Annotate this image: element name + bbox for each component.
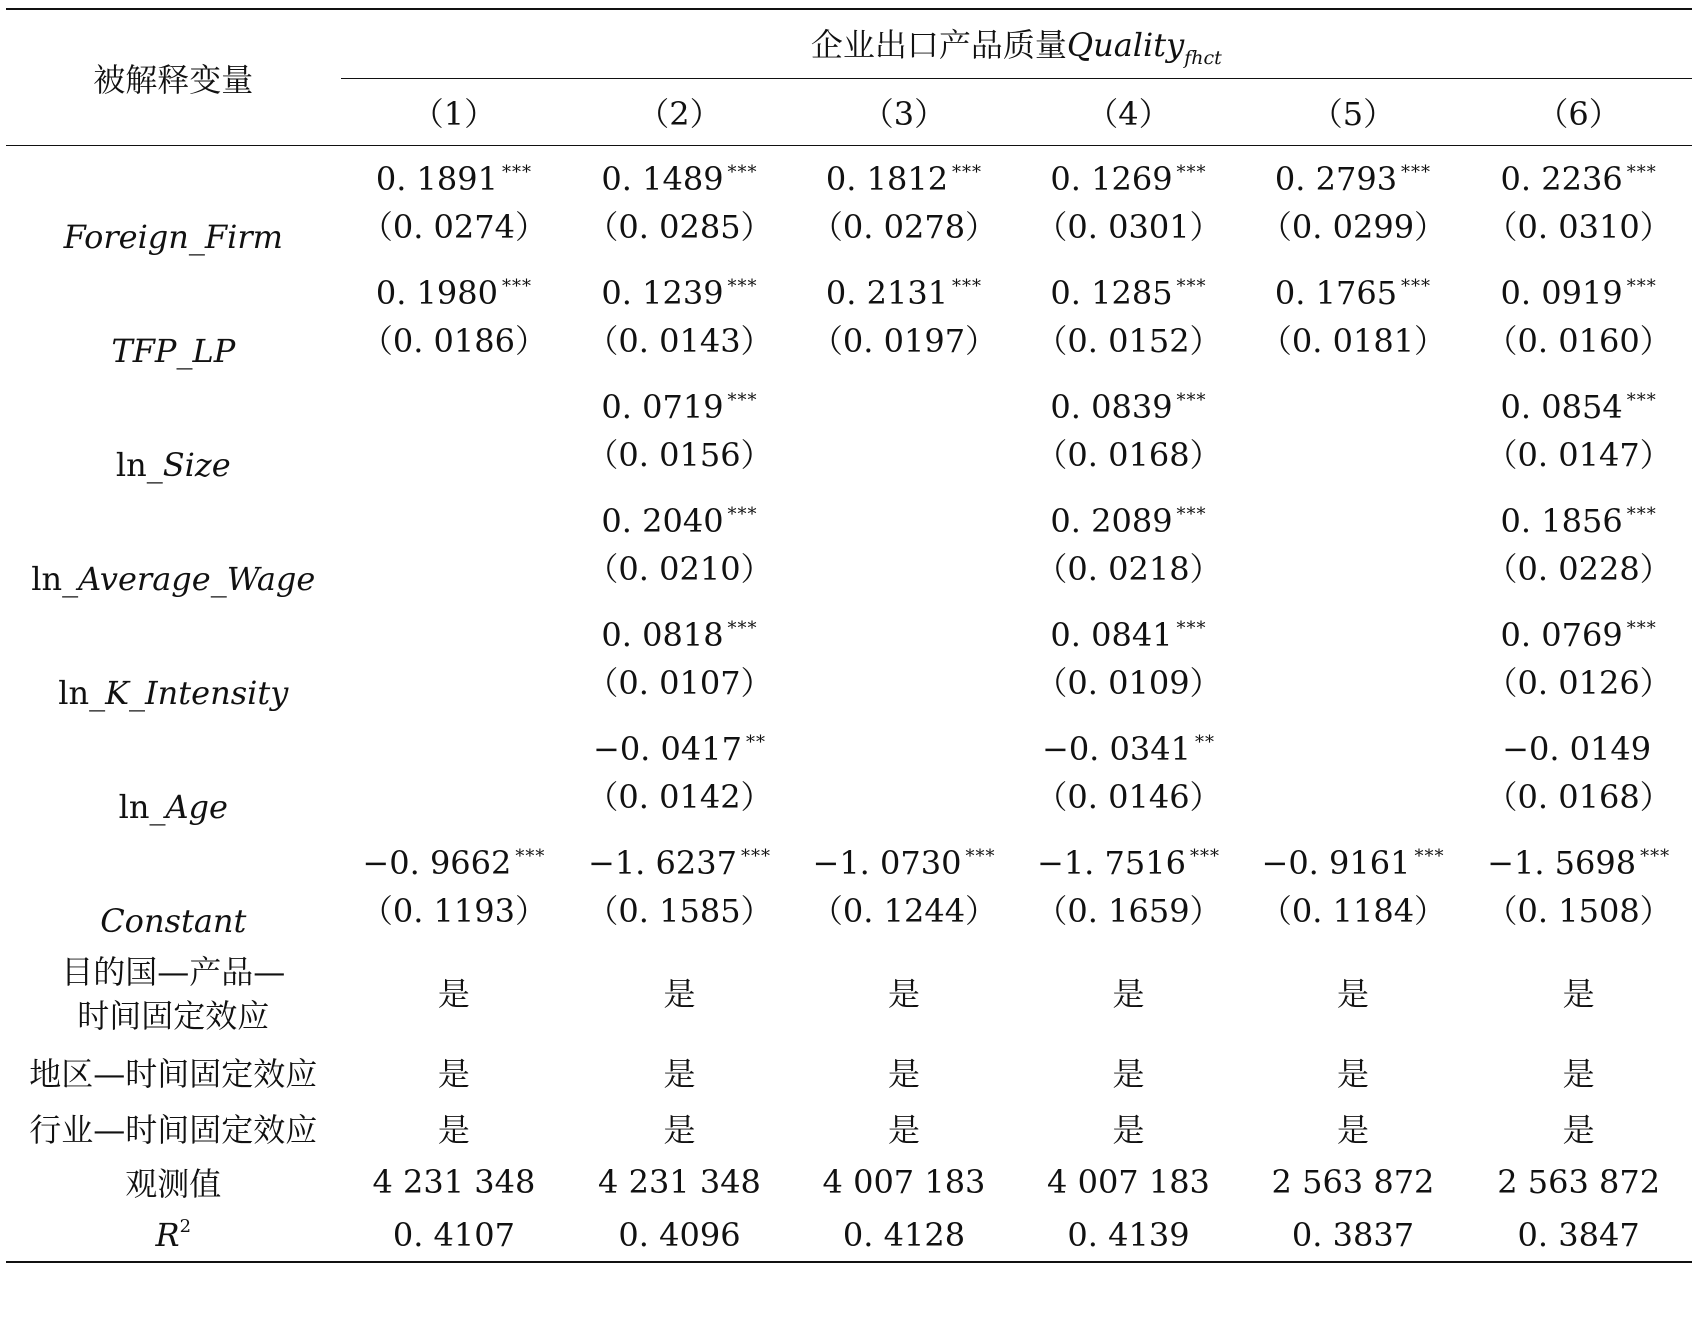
- coef-cell: 0. 1891 ***: [375, 159, 532, 198]
- column-header: （2）: [637, 95, 722, 133]
- r2-cell: 0. 4128: [842, 1215, 966, 1254]
- se-cell: （0. 0218）: [1035, 549, 1222, 588]
- group-title-var: Quality: [1066, 25, 1185, 64]
- se-cell: [792, 544, 1017, 602]
- coef-cell: −0. 0149: [1502, 729, 1652, 768]
- fe-label: 地区—时间固定效应: [29, 1054, 318, 1093]
- fe-row-region-time: [6, 1044, 1692, 1100]
- coef-cell: [1241, 716, 1466, 772]
- coef-cell: 0. 2131 ***: [825, 273, 983, 312]
- r2-cell: 0. 4096: [618, 1215, 741, 1254]
- coef-cell: −1. 6237 ***: [588, 843, 771, 882]
- se-cell: （0. 0109）: [1035, 663, 1222, 702]
- fe-row-industry-time: [6, 1100, 1692, 1156]
- se-cell: （0. 1193）: [360, 891, 547, 930]
- se-cell: （0. 0168）: [1485, 777, 1672, 816]
- se-cell: [341, 430, 568, 488]
- obs-cell: 2 563 872: [1271, 1163, 1435, 1201]
- coef-cell: 0. 0769 ***: [1500, 615, 1657, 654]
- se-cell: [341, 544, 568, 602]
- var-label-kint: ln_K_Intensity: [58, 673, 289, 712]
- coef-cell: −1. 7516 ***: [1037, 843, 1220, 882]
- r2-cell: 0. 4139: [1067, 1215, 1190, 1254]
- coef-cell: [792, 374, 1017, 430]
- coef-cell: [1241, 374, 1466, 430]
- fe-cell: 是: [887, 974, 920, 1013]
- var-label-age: ln_Age: [118, 787, 228, 826]
- coef-row-wage: [6, 488, 1692, 544]
- var-label-foreign: Foreign_Firm: [63, 217, 283, 256]
- se-cell: [341, 772, 568, 830]
- se-cell: （0. 0160）: [1485, 321, 1672, 360]
- se-cell: （0. 0143）: [586, 321, 773, 360]
- coef-cell: [341, 488, 568, 544]
- se-cell: （0. 0156）: [586, 435, 773, 474]
- r2-cell: 0. 3847: [1517, 1215, 1640, 1254]
- coef-row-kint: [6, 602, 1692, 658]
- fe-row-dest-product-time: [6, 944, 1692, 1044]
- group-title: [341, 9, 1692, 79]
- coef-cell: 0. 2793 ***: [1274, 159, 1432, 198]
- coef-row-tfp: [6, 260, 1692, 316]
- coef-cell: [341, 602, 568, 658]
- fe-cell: 是: [663, 1110, 696, 1149]
- se-cell: （0. 0107）: [586, 663, 773, 702]
- coef-cell: −0. 9662 ***: [362, 843, 546, 882]
- coef-cell: 0. 0919 ***: [1500, 273, 1657, 312]
- se-cell: [1241, 658, 1466, 716]
- fe-cell: 是: [437, 1054, 470, 1093]
- fe-label: 行业—时间固定效应: [29, 1110, 318, 1149]
- r2-cell: 0. 4107: [392, 1215, 515, 1254]
- dep-var-label: 被解释变量: [6, 9, 341, 146]
- coef-cell: −1. 0730 ***: [812, 843, 996, 882]
- se-cell: （0. 0299）: [1259, 207, 1447, 246]
- obs-cell: 4 231 348: [598, 1163, 761, 1201]
- fe-cell: 是: [1112, 1110, 1145, 1149]
- coef-cell: 0. 2089 ***: [1050, 501, 1207, 540]
- coef-cell: [1241, 488, 1466, 544]
- se-cell: （0. 1508）: [1485, 891, 1672, 930]
- coef-cell: 0. 0719 ***: [601, 387, 758, 426]
- coef-cell: 0. 1239 ***: [601, 273, 758, 312]
- coef-row-age: [6, 716, 1692, 772]
- fe-cell: 是: [437, 974, 470, 1013]
- fe-cell: 是: [1336, 974, 1369, 1013]
- se-cell: （0. 0146）: [1035, 777, 1222, 816]
- fe-cell: 是: [663, 1054, 696, 1093]
- se-cell: （0. 0278）: [810, 207, 998, 246]
- coef-cell: 0. 0854 ***: [1500, 387, 1657, 426]
- se-cell: （0. 0168）: [1035, 435, 1222, 474]
- var-label-size: ln_Size: [115, 445, 231, 484]
- coef-cell: [792, 488, 1017, 544]
- fe-cell: 是: [1336, 1110, 1369, 1149]
- se-cell: （0. 0274）: [360, 207, 547, 246]
- se-cell: （0. 0147）: [1485, 435, 1672, 474]
- fe-label: 目的国—产品— 时间固定效应: [61, 952, 286, 1035]
- se-cell: （0. 0152）: [1035, 321, 1222, 360]
- column-header: （5）: [1310, 95, 1396, 133]
- se-cell: （0. 0210）: [586, 549, 773, 588]
- coef-cell: 0. 0841 ***: [1050, 615, 1207, 654]
- coef-cell: −1. 5698 ***: [1487, 843, 1671, 882]
- coef-row-foreign: [6, 146, 1692, 202]
- se-cell: （0. 0142）: [586, 777, 773, 816]
- group-title-text: 企业出口产品质量: [810, 25, 1067, 64]
- coef-cell: 0. 1765 ***: [1274, 273, 1432, 312]
- se-cell: （0. 0228）: [1485, 549, 1672, 588]
- coef-cell: 0. 0818 ***: [601, 615, 758, 654]
- se-cell: [792, 430, 1017, 488]
- fe-cell: 是: [663, 974, 696, 1013]
- coef-cell: 0. 1489 ***: [601, 159, 758, 198]
- se-cell: [1241, 430, 1466, 488]
- fe-cell: 是: [887, 1110, 920, 1149]
- group-title-sub: fhct: [1184, 46, 1222, 69]
- fe-cell: 是: [1336, 1054, 1369, 1093]
- fe-cell: 是: [1112, 974, 1145, 1013]
- coef-row-size: [6, 374, 1692, 430]
- se-cell: （0. 0126）: [1485, 663, 1672, 702]
- var-label-wage: ln_Average_Wage: [31, 559, 316, 598]
- coef-cell: [341, 716, 568, 772]
- fe-cell: 是: [1562, 974, 1595, 1013]
- coef-cell: 0. 1980 ***: [375, 273, 532, 312]
- coef-cell: −0. 0341 **: [1042, 729, 1215, 768]
- obs-cell: 2 563 872: [1497, 1163, 1661, 1201]
- fe-cell: 是: [887, 1054, 920, 1093]
- se-cell: [792, 658, 1017, 716]
- se-cell: （0. 1244）: [810, 891, 998, 930]
- se-cell: （0. 0301）: [1035, 207, 1222, 246]
- obs-cell: 4 007 183: [1047, 1163, 1210, 1201]
- coef-cell: [792, 716, 1017, 772]
- stat-row-observations: [6, 1156, 1692, 1209]
- coef-row-constant: [6, 830, 1692, 886]
- se-cell: [1241, 772, 1466, 830]
- fe-cell: 是: [1562, 1054, 1595, 1093]
- coef-cell: 0. 0839 ***: [1050, 387, 1207, 426]
- coef-cell: 0. 1856 ***: [1500, 501, 1657, 540]
- se-cell: （0. 0310）: [1485, 207, 1672, 246]
- r2-cell: 0. 3837: [1291, 1215, 1415, 1254]
- coef-cell: 0. 2236 ***: [1500, 159, 1657, 198]
- column-header: （6）: [1536, 95, 1621, 133]
- se-cell: （0. 0285）: [586, 207, 773, 246]
- se-cell: [792, 772, 1017, 830]
- se-cell: [341, 658, 568, 716]
- se-cell: （0. 0181）: [1259, 321, 1447, 360]
- obs-cell: 4 007 183: [822, 1163, 986, 1201]
- coef-cell: 0. 2040 ***: [601, 501, 758, 540]
- coef-cell: −0. 0417 **: [593, 729, 766, 768]
- column-header: （4）: [1086, 95, 1171, 133]
- se-cell: （0. 1659）: [1035, 891, 1222, 930]
- coef-cell: 0. 1812 ***: [825, 159, 983, 198]
- var-label-constant: Constant: [100, 901, 247, 940]
- se-cell: （0. 1585）: [586, 891, 773, 930]
- se-cell: （0. 1184）: [1259, 891, 1447, 930]
- column-header: （1）: [411, 95, 497, 133]
- var-label-tfp: TFP_LP: [111, 331, 236, 370]
- se-cell: [1241, 544, 1466, 602]
- coef-cell: −0. 9161 ***: [1261, 843, 1445, 882]
- coef-cell: 0. 1269 ***: [1050, 159, 1207, 198]
- column-header: （3）: [861, 95, 947, 133]
- stat-label-r-squared: $R^2$: [155, 1215, 192, 1254]
- stat-label-observations: 观测值: [125, 1165, 222, 1203]
- fe-cell: 是: [1562, 1110, 1595, 1149]
- se-cell: （0. 0197）: [810, 321, 998, 360]
- regression-table: [6, 8, 1692, 1263]
- fe-cell: 是: [1112, 1054, 1145, 1093]
- fe-cell: 是: [437, 1110, 470, 1149]
- stat-row-r-squared: [6, 1209, 1692, 1262]
- coef-cell: 0. 1285 ***: [1050, 273, 1207, 312]
- obs-cell: 4 231 348: [372, 1163, 536, 1201]
- coef-cell: [792, 602, 1017, 658]
- se-cell: （0. 0186）: [360, 321, 547, 360]
- coef-cell: [1241, 602, 1466, 658]
- header-row-1: [6, 9, 1692, 79]
- coef-cell: [341, 374, 568, 430]
